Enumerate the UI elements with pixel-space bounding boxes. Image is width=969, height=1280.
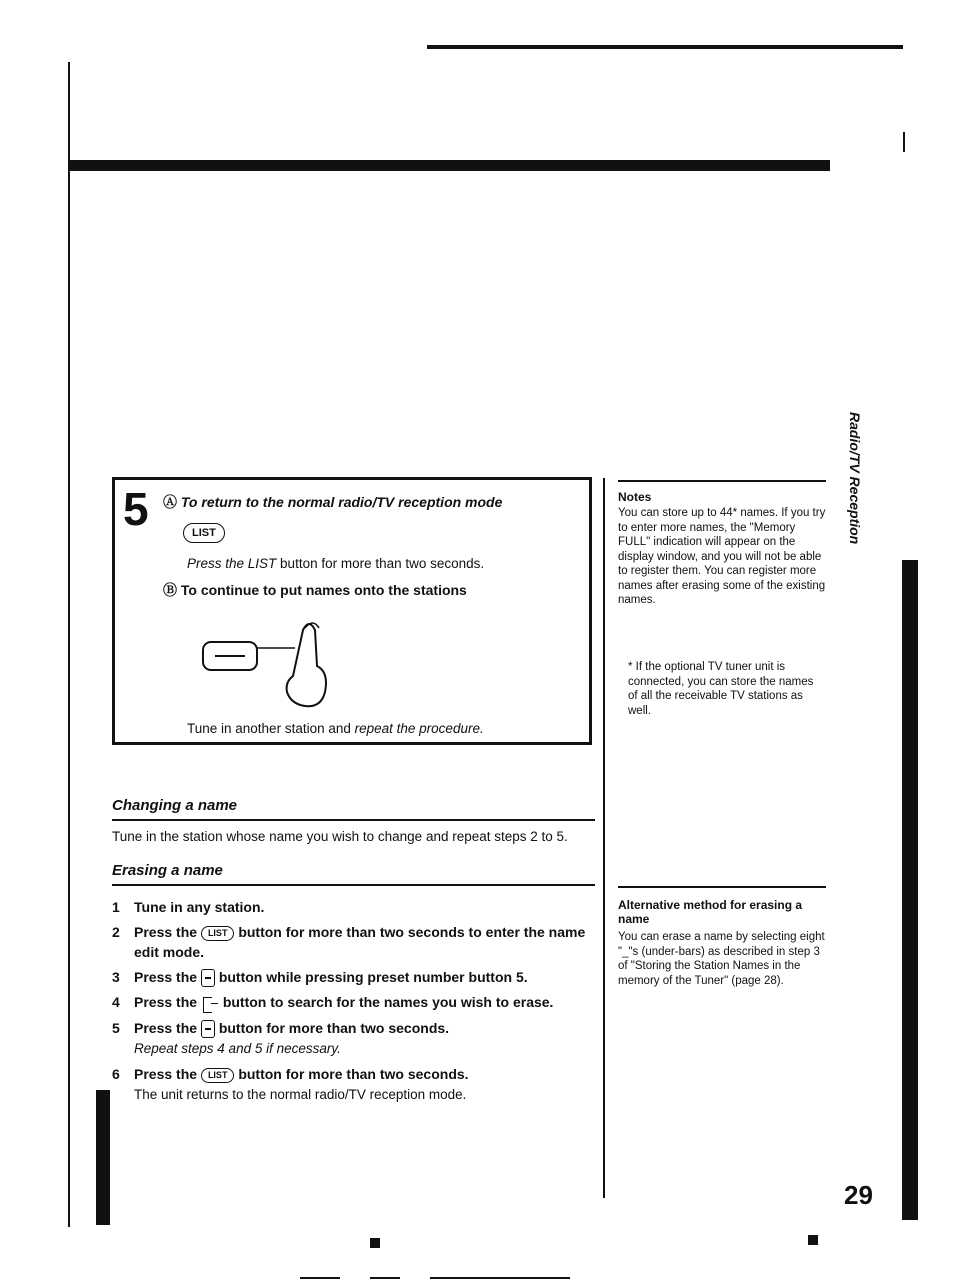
changing-heading: Changing a name — [112, 797, 238, 814]
list-button-inline: LIST — [201, 926, 235, 941]
footer-baseline-3 — [430, 1277, 570, 1279]
step-a-heading — [163, 492, 502, 512]
changing-rule — [112, 819, 595, 821]
erasing-heading: Erasing a name — [112, 862, 223, 879]
footer-mark-1 — [370, 1238, 380, 1248]
erase-button-icon — [201, 1020, 215, 1038]
step-a-instruction-rest: button for more than two seconds. — [276, 556, 485, 571]
hand-shape — [287, 624, 326, 706]
erasing-step-2: 2 Press the LIST button for more than two seconds to enter the name edit mode. — [112, 924, 586, 960]
right-thick-bar — [902, 560, 918, 1220]
footer-baseline-2 — [370, 1277, 400, 1279]
search-button-icon — [201, 995, 219, 1013]
erasing-step-1: 1 Tune in any station. — [112, 899, 265, 915]
alt-heading: Alternative method for erasing a name — [618, 898, 803, 926]
left-thick-bar — [96, 1090, 110, 1225]
top-short-rule — [427, 45, 903, 49]
step-b-instruction-plain: Tune in another station and — [187, 721, 355, 736]
header-thick-rule — [70, 160, 830, 171]
step-b-heading — [163, 580, 467, 600]
column-divider — [603, 478, 605, 1198]
footer-baseline-1 — [300, 1277, 340, 1279]
erasing-step-6: 6 Press the LIST button for more than two seconds. The unit returns to the normal radio/TV reception mode. — [112, 1065, 469, 1102]
changing-body: Tune in the station whose name you wish to change and repeat steps 2 to 5. — [112, 829, 568, 844]
step-b-instruction — [187, 720, 484, 737]
notes-heading: Notes — [618, 490, 652, 504]
notes-footnote: * If the optional TV tuner unit is connected, you can store the names of all the receivable TV stations as well. — [628, 661, 814, 717]
marker-a: Ⓐ — [163, 494, 177, 510]
erasing-rule — [112, 884, 595, 886]
remote-hand-illustration — [195, 608, 365, 718]
list-button-icon — [183, 523, 225, 543]
step-b-instruction-italic: repeat the procedure. — [354, 721, 484, 736]
step-a-instruction — [187, 555, 484, 572]
step-a-heading-text: To return to the normal radio/TV reception mode — [180, 494, 503, 510]
erasing-steps — [112, 897, 592, 1110]
alt-rule — [618, 886, 826, 888]
side-tab-label: Radio/TV Reception — [847, 412, 863, 545]
step-b-heading-text: To continue to put names onto the stations — [180, 582, 467, 598]
right-margin-line — [903, 132, 905, 152]
alt-body: You can erase a name by selecting eight "_"s (under-bars) as described in step 3 of "Storing the Station Names in the memory of the Tuner" (page 28). — [618, 931, 825, 987]
notes-rule — [618, 480, 826, 482]
page-number: 29 — [844, 1180, 873, 1210]
erasing-step-5-sub: Repeat steps 4 and 5 if necessary. — [134, 1040, 341, 1056]
erase-button-icon — [201, 969, 215, 987]
step-number: 5 — [123, 483, 149, 535]
footer-mark-2 — [808, 1235, 818, 1245]
marker-b: Ⓑ — [163, 582, 177, 598]
step-a-instruction-italic: Press the LIST — [187, 556, 277, 571]
erasing-step-5: 5 Press the button for more than two seconds. Repeat steps 4 and 5 if necessary. — [112, 1019, 450, 1056]
erasing-step-3: 3 Press the button while pressing preset number button 5. — [112, 967, 592, 987]
erasing-step-6-sub: The unit returns to the normal radio/TV reception mode. — [134, 1086, 467, 1102]
step-5-box — [112, 477, 592, 745]
list-button-label: LIST — [183, 523, 225, 543]
list-button-inline: LIST — [201, 1068, 235, 1083]
notes-body: You can store up to 44* names. If you try to enter more names, the "Memory FULL" indication will appear on the display window, and you will not be able to register them. You can register more names after erasing some of the existing names. — [618, 507, 826, 606]
left-margin-line — [68, 62, 70, 1227]
erasing-step-4: 4 Press the button to search for the names you wish to erase. — [112, 992, 592, 1012]
